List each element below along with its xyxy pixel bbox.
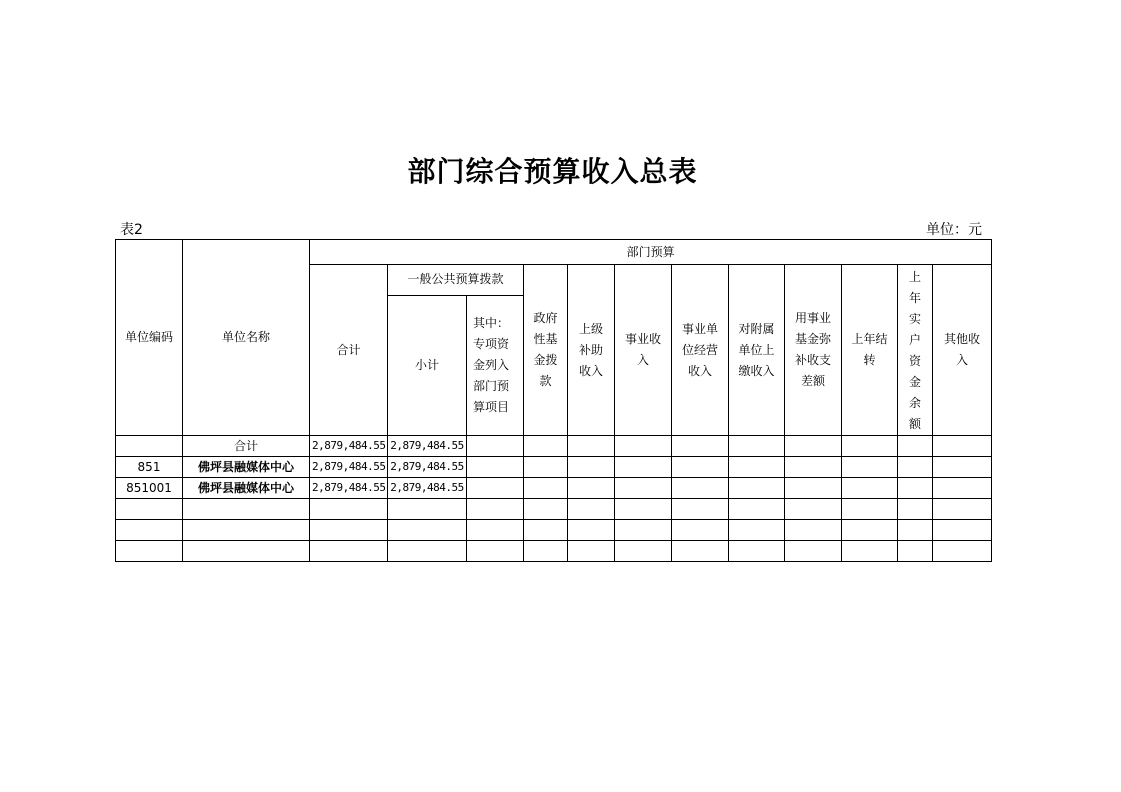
header-business-operation: 事业单位经营收入 [672, 265, 729, 436]
table-body [116, 436, 992, 562]
unit-label: 单位：元 [926, 222, 982, 238]
header-dept-budget: 部门预算 [310, 240, 992, 265]
cell-unit-code [116, 436, 183, 457]
cell-unit-code: 851 [116, 457, 183, 478]
budget-income-table [115, 239, 992, 562]
header-last-year-balance: 上年实户资金余额 [898, 265, 933, 436]
cell-unit-code [116, 499, 183, 520]
cell-subtotal [388, 520, 467, 541]
cell-total: 2,879,484.55 [310, 457, 388, 478]
header-fund-supplement: 用事业基金弥补收支差额 [785, 265, 842, 436]
table-row [116, 499, 992, 520]
table-number: 表2 [120, 222, 143, 238]
header-other-income: 其他收入 [933, 265, 992, 436]
header-unit-name: 单位名称 [183, 240, 310, 436]
header-unit-code: 单位编码 [116, 240, 183, 436]
header-total: 合计 [310, 265, 388, 436]
cell-subtotal: 2,879,484.55 [388, 436, 467, 457]
table-header [116, 240, 992, 436]
header-gov-fund: 政府性基金拨款 [524, 265, 568, 436]
cell-total [310, 499, 388, 520]
table-row [116, 478, 992, 499]
header-subordinate-income: 对附属单位上缴收入 [729, 265, 785, 436]
table-row [116, 457, 992, 478]
cell-unit-code [116, 520, 183, 541]
cell-subtotal [388, 499, 467, 520]
header-general-public-budget: 一般公共预算拨款 [388, 265, 524, 296]
cell-unit-name [183, 541, 310, 562]
table-row [116, 541, 992, 562]
cell-total: 2,879,484.55 [310, 478, 388, 499]
cell-unit-name: 合计 [183, 436, 310, 457]
header-business-income: 事业收入 [615, 265, 672, 436]
table-row [116, 436, 992, 457]
cell-total: 2,879,484.55 [310, 436, 388, 457]
cell-unit-name [183, 520, 310, 541]
header-superior-subsidy: 上级补助收入 [568, 265, 615, 436]
table-row [116, 520, 992, 541]
cell-unit-name [183, 499, 310, 520]
cell-subtotal: 2,879,484.55 [388, 457, 467, 478]
cell-unit-name: 佛坪县融媒体中心 [183, 478, 310, 499]
page-title: 部门综合预算收入总表 [407, 155, 698, 188]
cell-unit-code: 851001 [116, 478, 183, 499]
header-last-year-carry: 上年结转 [842, 265, 898, 436]
header-special-project: 其中：专项资金列入部门预算项目 [467, 295, 524, 435]
cell-unit-code [116, 541, 183, 562]
cell-total [310, 520, 388, 541]
cell-subtotal: 2,879,484.55 [388, 478, 467, 499]
cell-total [310, 541, 388, 562]
cell-subtotal [388, 541, 467, 562]
header-subtotal: 小计 [388, 295, 467, 435]
cell-unit-name: 佛坪县融媒体中心 [183, 457, 310, 478]
